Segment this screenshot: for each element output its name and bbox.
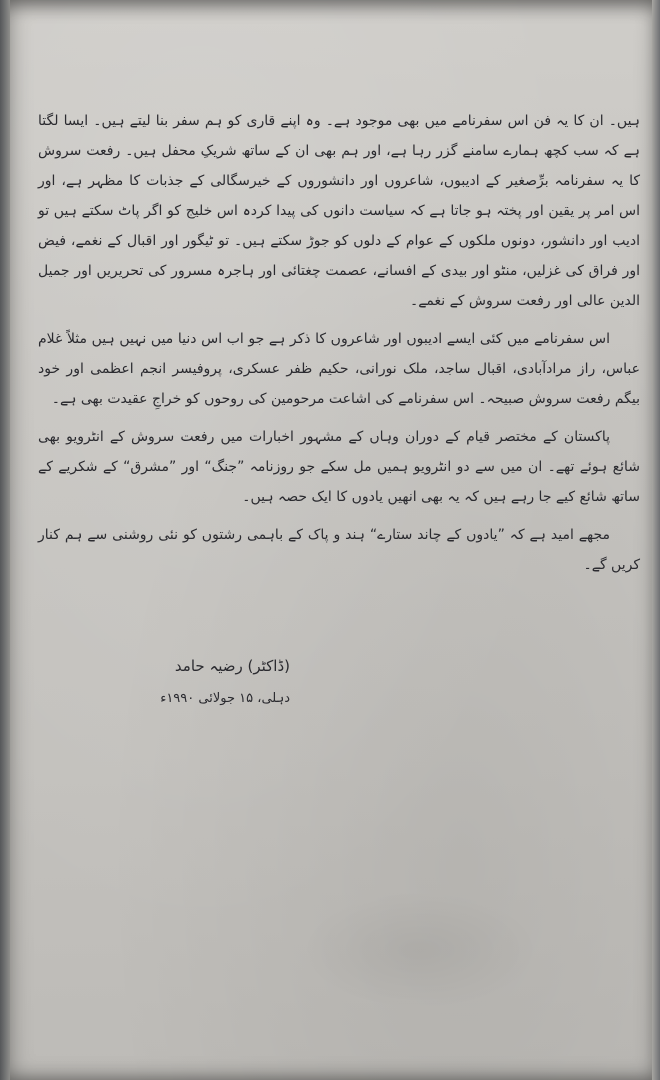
signature-name: (ڈاکٹر) رضیہ حامد [174, 657, 290, 675]
paragraph-2: اس سفرنامے میں کئی ایسے ادیبوں اور شاعروں کا ذکر ہے جو اب اس دنیا میں نہیں ہیں مثلاً غلام عباس، راز مرادآبادی، اقبال ساجد، ملک نورانی، حکیم ظفر عسکری، پروفیسر انجم اعظمی اور خود بیگم رفعت سروش صبیحہ۔ اس سفرنامے کی اشاعت مرحومین کی روحوں کو خراجِ عقیدت بھی ہے۔ [38, 331, 640, 407]
urdu-body-text [38, 106, 640, 588]
page-right-edge-shadow [652, 0, 660, 1080]
paragraph-1: ہیں۔ ان کا یہ فن اس سفرنامے میں بھی موجود ہے۔ وہ اپنے قاری کو ہم سفر بنا لیتے ہیں۔ ایسا لگتا ہے کہ سب کچھ ہمارے سامنے گزر رہا ہے، اور ہم بھی ان کے ساتھ شریکِ محفل ہیں۔ رفعت سروش کا یہ سفرنامہ برِّصغیر کے ادیبوں، شاعروں اور دانشوروں کے خیرسگالی کے جذبات کا مظہر ہے، اور اس امر پر یقین اور پختہ ہو جاتا ہے کہ سیاست دانوں کی پیدا کردہ اس خلیج کو اگر پاٹ سکتے ہیں تو ادیب اور دانشور، دونوں ملکوں کے عوام کے دلوں کو جوڑ سکتے ہیں۔ تو ٹیگور اور اقبال کے نغمے، فیض اور فراق کی غزلیں، منٹو اور بیدی کے افسانے، عصمت چغتائی اور ہاجرہ مسرور کی تحریریں اور جمیل الدین عالی اور رفعت سروش کے نغمے۔ [38, 113, 640, 309]
signature-date: دہلی، ۱۵ جولائی ۱۹۹۰ء [160, 691, 290, 706]
page-left-edge-shadow [0, 0, 10, 1080]
paragraph-3: پاکستان کے مختصر قیام کے دوران وہاں کے مشہور اخبارات میں رفعت سروش کے انٹرویو بھی شائع ہوئے تھے۔ ان میں سے دو انٹرویو ہمیں مل سکے جو روزنامہ ”جنگ“ اور ”مشرق“ کے شکریے کے ساتھ شائع کیے جا رہے ہیں کہ یہ بھی انھیں یادوں کا ایک حصہ ہیں۔ [38, 429, 640, 505]
paragraph-4: مجھے امید ہے کہ ”یادوں کے چاند ستارے“ ہند و پاک کے باہمی رشتوں کو نئی روشنی سے ہم کنار کریں گے۔ [38, 527, 640, 573]
signature-block [120, 652, 290, 712]
paper-smudge [300, 890, 540, 1010]
